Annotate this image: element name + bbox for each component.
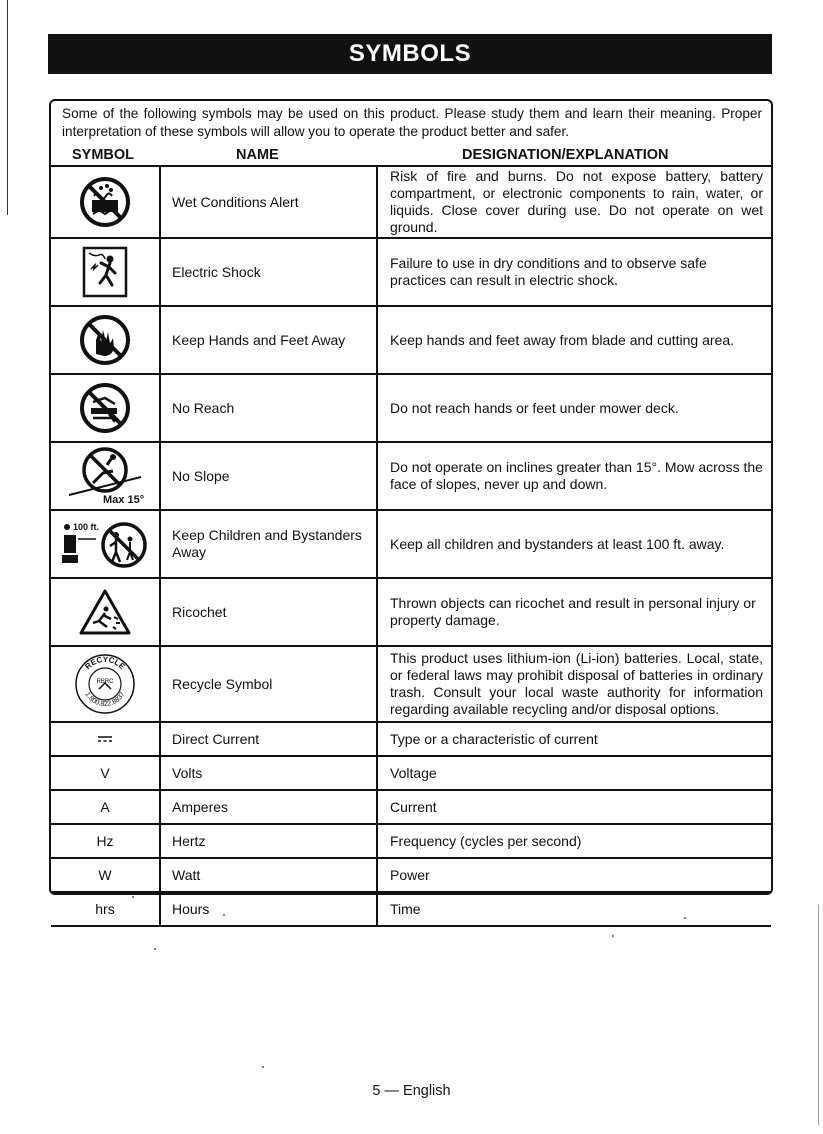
header-explanation: DESIGNATION/EXPLANATION xyxy=(462,147,669,163)
table-row xyxy=(51,892,771,926)
name-cell: Direct Current xyxy=(160,722,377,756)
name-cell: Recycle Symbol xyxy=(160,646,377,722)
table-row xyxy=(51,374,771,442)
symbols-panel xyxy=(49,99,773,917)
page-title: SYMBOLS xyxy=(48,34,772,74)
table-row xyxy=(51,858,771,892)
name-cell: Watt xyxy=(160,858,377,892)
wet-conditions-icon xyxy=(79,176,131,228)
symbol-cell xyxy=(51,166,160,238)
explanation-cell: Frequency (cycles per second) xyxy=(377,824,771,858)
symbol-cell: A xyxy=(51,790,160,824)
scan-edge-left xyxy=(7,0,8,215)
svg-text:100 ft.: 100 ft. xyxy=(73,522,100,532)
name-cell: Amperes xyxy=(160,790,377,824)
explanation-cell: Power xyxy=(377,858,771,892)
scan-speck xyxy=(612,935,614,937)
symbol-cell xyxy=(51,442,160,510)
ricochet-icon xyxy=(78,587,132,637)
name-cell: Wet Conditions Alert xyxy=(160,166,377,238)
svg-text:Max 15°: Max 15° xyxy=(103,494,145,506)
symbol-cell xyxy=(51,510,160,578)
header-symbol: SYMBOL xyxy=(72,147,135,163)
explanation-cell: Time xyxy=(377,892,771,926)
scan-speck xyxy=(684,917,686,919)
symbol-cell xyxy=(51,578,160,646)
table-row xyxy=(51,722,771,756)
table-row xyxy=(51,790,771,824)
explanation-cell: Failure to use in dry conditions and to observe safe practices can result in electric shock. xyxy=(377,238,771,306)
name-cell: No Slope xyxy=(160,442,377,510)
symbol-cell: W xyxy=(51,858,160,892)
name-cell: Electric Shock xyxy=(160,238,377,306)
name-cell: Hours xyxy=(160,892,377,926)
name-cell: Volts xyxy=(160,756,377,790)
symbols-table xyxy=(51,165,771,927)
table-row xyxy=(51,166,771,238)
table-row xyxy=(51,824,771,858)
svg-text:1.800.822.8837: 1.800.822.8837 xyxy=(83,691,127,709)
name-cell: Keep Hands and Feet Away xyxy=(160,306,377,374)
explanation-cell: Thrown objects can ricochet and result in personal injury or property damage. xyxy=(377,578,771,646)
explanation-cell: Current xyxy=(377,790,771,824)
name-cell: Keep Children and Bystanders Away xyxy=(160,510,377,578)
scan-speck xyxy=(262,1066,264,1068)
table-row xyxy=(51,646,771,722)
table-row xyxy=(51,578,771,646)
explanation-cell: Do not operate on inclines greater than 15°. Mow across the face of slopes, never up and down. xyxy=(377,442,771,510)
scan-speck xyxy=(223,914,225,916)
name-cell: Hertz xyxy=(160,824,377,858)
header-name: NAME xyxy=(236,147,279,163)
table-row xyxy=(51,306,771,374)
explanation-cell: Type or a characteristic of current xyxy=(377,722,771,756)
symbol-cell xyxy=(51,306,160,374)
direct-current-icon xyxy=(97,735,113,743)
no-slope-icon xyxy=(63,445,147,507)
table-row xyxy=(51,442,771,510)
explanation-cell: Do not reach hands or feet under mower deck. xyxy=(377,374,771,442)
symbol-cell: Hz xyxy=(51,824,160,858)
name-cell: Ricochet xyxy=(160,578,377,646)
symbol-cell xyxy=(51,646,160,722)
symbol-cell xyxy=(51,722,160,756)
symbol-cell: hrs xyxy=(51,892,160,926)
table-row xyxy=(51,238,771,306)
symbol-cell: V xyxy=(51,756,160,790)
scan-speck xyxy=(132,896,134,898)
intro-text: Some of the following symbols may be used on this product. Please study them and learn their meaning. Proper interpretation of these symbols will allow you to operate the product better and safer. xyxy=(62,106,762,139)
keep-children-away-icon xyxy=(60,517,150,571)
recycle-icon xyxy=(74,653,136,715)
explanation-cell: Risk of fire and burns. Do not expose battery, battery compartment, or electronic components to rain, water, or liquids. Close cover during use. Do not operate on wet ground. xyxy=(377,166,771,238)
symbol-cell xyxy=(51,374,160,442)
svg-text:RECYCLE: RECYCLE xyxy=(83,654,127,672)
table-row xyxy=(51,756,771,790)
electric-shock-icon xyxy=(81,245,129,299)
symbol-cell xyxy=(51,238,160,306)
explanation-cell: This product uses lithium-ion (Li-ion) batteries. Local, state, or federal laws may prohibit disposal of batteries in ordinary trash. Consult your local waste authority for information regarding available recycling and/or disposal options. xyxy=(377,646,771,722)
no-reach-icon xyxy=(79,382,131,434)
keep-hands-feet-away-icon xyxy=(79,314,131,366)
explanation-cell: Keep all children and bystanders at least 100 ft. away. xyxy=(377,510,771,578)
explanation-cell: Keep hands and feet away from blade and cutting area. xyxy=(377,306,771,374)
page-footer: 5 — English xyxy=(372,1083,451,1099)
name-cell: No Reach xyxy=(160,374,377,442)
svg-text:RBRC: RBRC xyxy=(96,679,114,685)
explanation-cell: Voltage xyxy=(377,756,771,790)
scan-speck xyxy=(154,948,156,950)
table-row xyxy=(51,510,771,578)
